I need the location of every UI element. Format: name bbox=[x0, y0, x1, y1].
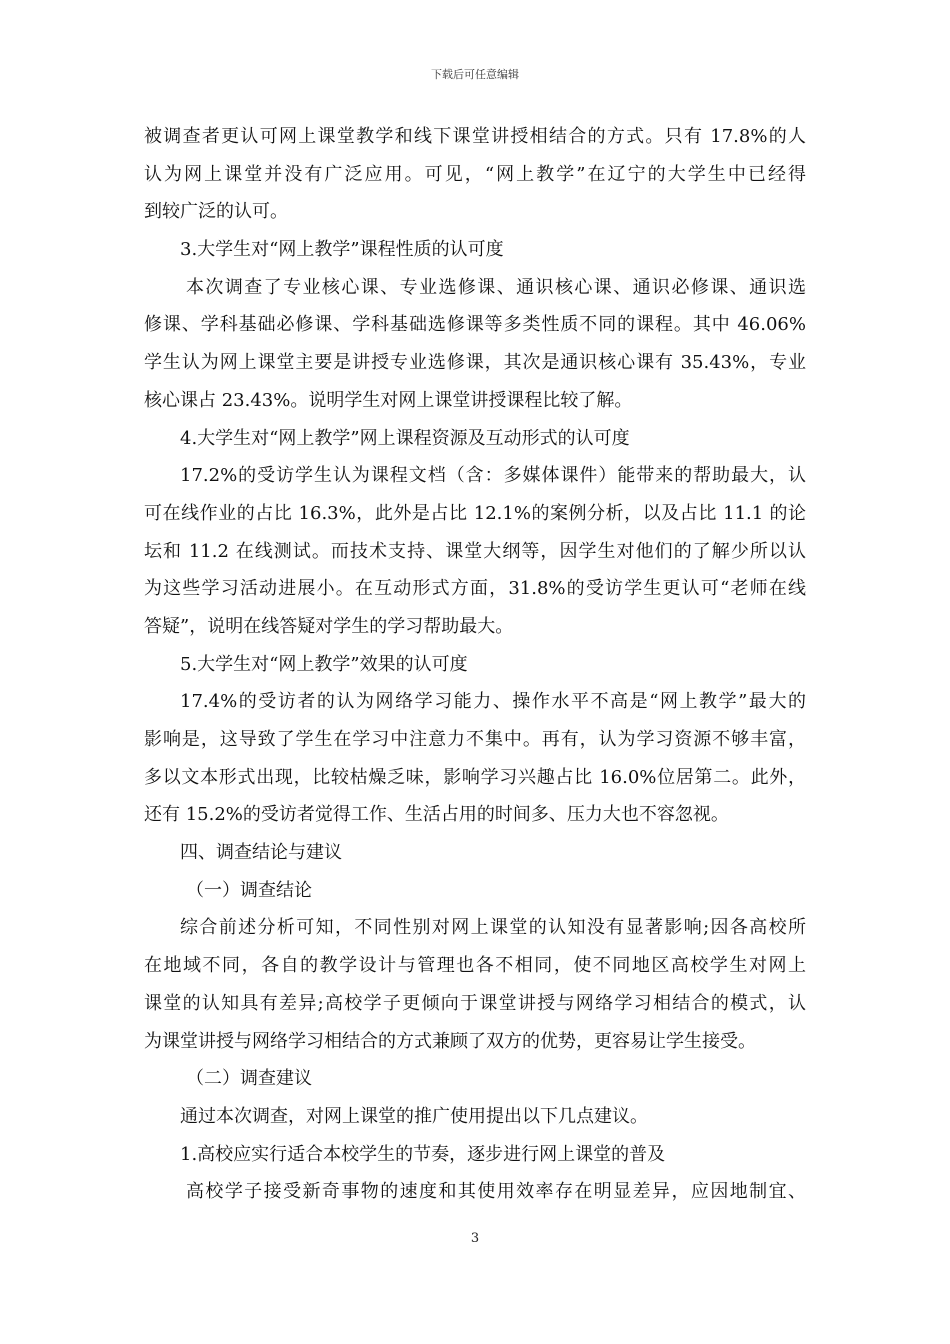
text-line: 课堂的认知具有差异;高校学子更倾向于课堂讲授与网络学习相结合的模式，认 bbox=[144, 992, 806, 1014]
page-header: 下载后可任意编辑 bbox=[431, 68, 519, 81]
text-line: 核心课占 23.43%。说明学生对网上课堂讲授课程比较了解。 bbox=[144, 389, 633, 411]
text-line: 学生认为网上课堂主要是讲授专业选修课，其次是通识核心课有 35.43%，专业 bbox=[144, 352, 806, 374]
section-heading: 4.大学生对“网上教学”网上课程资源及互动形式的认可度 bbox=[180, 427, 630, 449]
text-line: 高校学子接受新奇事物的速度和其使用效率存在明显差异，应因地制宜、 bbox=[186, 1181, 806, 1203]
text-line: 为这些学习活动进展小。在互动形式方面，31.8%的受访学生更认可“老师在线 bbox=[144, 578, 806, 600]
text-line: 修课、学科基础必修课、学科基础选修课等多类性质不同的课程。其中 46.06% bbox=[144, 314, 806, 336]
chapter-heading: 四、调查结论与建议 bbox=[180, 842, 342, 864]
text-line: 在地域不同，各自的教学设计与管理也各不相同，使不同地区高校学生对网上 bbox=[144, 955, 806, 977]
text-line: 多以文本形式出现，比较枯燥乏味，影响学习兴趣占比 16.0%位居第二。此外， bbox=[144, 766, 806, 788]
page-number: 3 bbox=[470, 1231, 480, 1246]
section-heading: 5.大学生对“网上教学”效果的认可度 bbox=[180, 653, 468, 675]
section-heading: 3.大学生对“网上教学”课程性质的认可度 bbox=[180, 239, 504, 261]
text-line: 本次调查了专业核心课、专业选修课、通识核心课、通识必修课、通识选 bbox=[186, 276, 806, 298]
text-line: 被调查者更认可网上课堂教学和线下课堂讲授相结合的方式。只有 17.8%的人 bbox=[144, 126, 806, 147]
text-line: 影响是，这导致了学生在学习中注意力不集中。再有，认为学习资源不够丰富， bbox=[144, 729, 806, 750]
subsection-heading: （一）调查结论 bbox=[186, 879, 312, 901]
text-line: 17.4%的受访者的认为网络学习能力、操作水平不高是“网上教学”最大的 bbox=[180, 691, 806, 713]
text-line: 可在线作业的占比 16.3%，此外是占比 12.1%的案例分析，以及占比 11.1 的论 bbox=[144, 502, 806, 524]
text-line: 到较广泛的认可。 bbox=[144, 201, 288, 223]
subsection-heading: （二）调查建议 bbox=[186, 1068, 312, 1090]
text-line: 通过本次调查，对网上课堂的推广使用提出以下几点建议。 bbox=[180, 1105, 648, 1127]
text-line: 综合前述分析可知，不同性别对网上课堂的认知没有显著影响;因各高校所 bbox=[180, 917, 806, 939]
document-body bbox=[144, 118, 806, 1211]
text-line: 17.2%的受访学生认为课程文档（含：多媒体课件）能带来的帮助最大，认 bbox=[180, 465, 806, 487]
text-line: 坛和 11.2 在线测试。而技术支持、课堂大纲等，因学生对他们的了解少所以认 bbox=[144, 540, 806, 562]
text-line: 认为网上课堂并没有广泛应用。可见，“网上教学”在辽宁的大学生中已经得 bbox=[144, 163, 806, 185]
section-heading: 1.高校应实行适合本校学生的节奏，逐步进行网上课堂的普及 bbox=[180, 1143, 666, 1165]
text-line: 为课堂讲授与网络学习相结合的方式兼顾了双方的优势，更容易让学生接受。 bbox=[144, 1030, 756, 1052]
text-line: 答疑”，说明在线答疑对学生的学习帮助最大。 bbox=[144, 615, 514, 637]
text-line: 还有 15.2%的受访者觉得工作、生活占用的时间多、压力大也不容忽视。 bbox=[144, 804, 729, 826]
